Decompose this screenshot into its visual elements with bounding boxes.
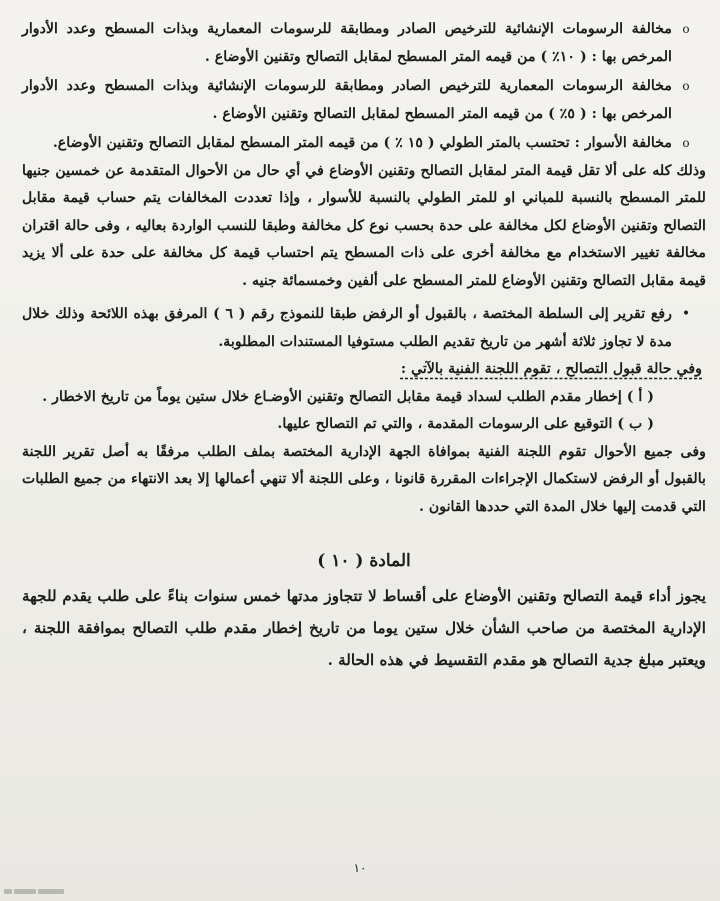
page-number: ١٠ <box>353 861 367 875</box>
circle-bullet-icon: o <box>682 136 690 150</box>
item-text: مخالفة الرسومات الإنشائية للترخيص الصادر ومطابقة للرسومات المعمارية وبذات المسطح وعدد الأدوار المرخص بها : ( ١٠٪ ) من قيمه المتر المسطح لمقابل التصالح وتقنين الأوضاع . <box>22 21 672 65</box>
sub-item: ( ب ) التوقيع على الرسومات المقدمة ، والتي تم التصالح عليها. <box>277 416 654 432</box>
scanner-watermark-icon <box>4 888 66 895</box>
paragraph: وذلك كله على ألا تقل قيمة المتر لمقابل التصالح وتقنين الأوضاع في أي حال من الأحوال المتقدمة عن خمسين جنيها للمتر المسطح بالنسبة للمباني او للمتر الطولي بالنسبة للأسوار ، وإذا تعددت المخالفات يتم حساب قيمة مقابل التصالح وتقنين الأوضاع لكل مخالفة على حدة بحسب نوع كل مخالفة وطبقا للنسب الواردة بعاليه ، وفى حالة اقتران مخالفة تغيير الاستخدام مع مخالفة أخرى على ذات المسطح يتم احتساب قيمة كل مخالفة على حدة على ألا يزيد قيمة مقابل التصالح وتقنين الأوضاع للمتر المسطح على ألفين وخمسمائة جنيه . <box>22 162 706 289</box>
item-text: مخالفة الأسوار : تحتسب بالمتر الطولي ( ١٥ ٪ ) من قيمه المتر المسطح لمقابل التصالح وتقنين الأوضاع. <box>52 135 672 151</box>
list-item <box>22 16 706 71</box>
list-item <box>22 301 706 356</box>
list-item <box>22 130 706 158</box>
paragraph: وفى جميع الأحوال تقوم اللجنة الفنية بموافاة الجهة الإدارية المختصة بملف الطلب مرفقًا به أصل تقرير اللجنة بالقبول أو الرفض لاستكمال الإجراءات المقررة قانونا ، وعلى اللجنة ألا تنهي أعمالها إلا بعد الانتهاء من جميع الطلبات التي قدمت إليها خلال المدة التي حددها القانون . <box>22 443 706 515</box>
bullet-icon: • <box>681 306 691 322</box>
article-body: يجوز أداء قيمة التصالح وتقنين الأوضاع على أقساط لا تتجاوز مدتها خمس سنوات بناءً على طلب يقدم للجهة الإدارية المختصة من صاحب الشأن خلال ستين يوما من تاريخ إخطار مقدم طلب التصالح بموافقة اللجنة ، ويعتبر مبلغ جدية التصالح هو مقدم التقسيط في هذه الحالة . <box>22 586 706 669</box>
document-body <box>22 16 706 676</box>
list-item <box>22 73 706 128</box>
article-title: المادة ( ١٠ ) <box>317 551 411 571</box>
circle-bullet-icon: o <box>682 22 690 36</box>
circle-bullet-icon: o <box>682 79 690 93</box>
sub-item: ( أ ) إخطار مقدم الطلب لسداد قيمة مقابل التصالح وتقنين الأوضـاع خلال ستين يوماً من تاريخ الاخطار . <box>42 388 654 405</box>
item-text: مخالفة الرسومات المعمارية للترخيص الصادر ومطابقة للرسومات الإنشائية وبذات المسطح وعدد الأدوار المرخص بها : ( ٥٪ ) من قيمه المتر المسطح لمقابل التصالح وتقنين الأوضاع . <box>22 78 672 122</box>
item-text: رفع تقرير إلى السلطة المختصة ، بالقبول أو الرفض طبقا للنموذج رقم ( ٦ ) المرفق بهذه اللائحة وذلك خلال مدة لا تجاوز ثلاثة أشهر من تاريخ تقديم الطلب مستوفيا المستندات المطلوبة. <box>22 306 672 350</box>
section-subheading: وفي حالة قبول التصالح ، تقوم اللجنة الفنية بالآتي : <box>400 361 702 377</box>
